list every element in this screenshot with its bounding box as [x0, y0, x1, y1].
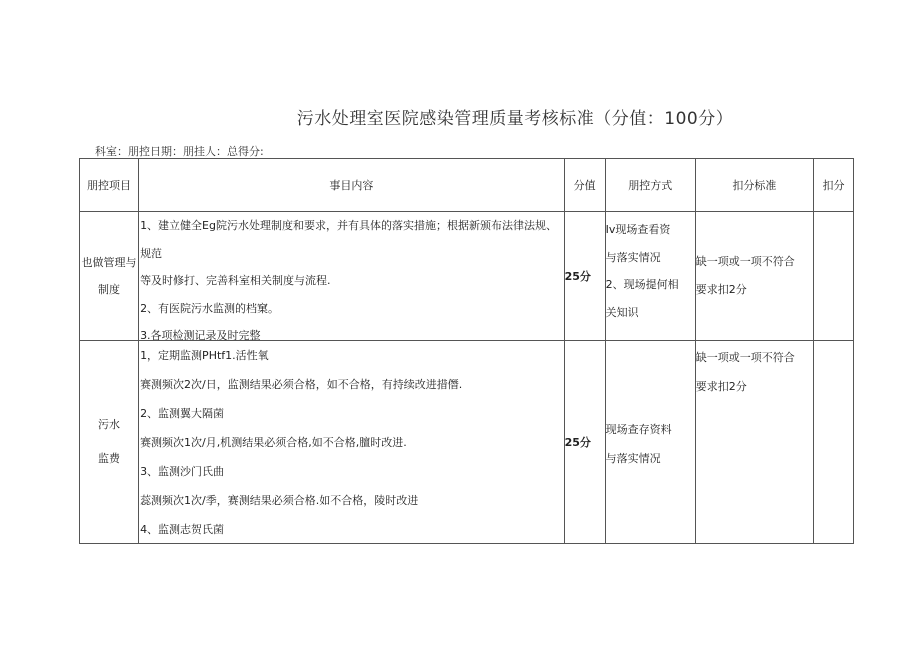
- standard-line: 要求扣2分: [695, 380, 747, 393]
- content-cell: [139, 212, 565, 341]
- header-method: 朋控方式: [605, 159, 695, 212]
- method-line: 关知识: [605, 305, 639, 319]
- standard-line: 要求扣2分: [695, 282, 747, 296]
- standard-line: 缺一项或一项不符合: [695, 255, 795, 268]
- deduct-cell[interactable]: [813, 341, 853, 544]
- header-score: 分值: [564, 159, 605, 212]
- method-line: Iv现场查看资: [605, 223, 671, 236]
- method-line: 现场查存资料: [605, 423, 672, 436]
- item-line: 监费: [98, 452, 121, 465]
- score-cell: 25分: [564, 341, 605, 544]
- content-line: 赛测频次2次/日，监测结果必须合格，如不合格，有持续改进措僭.: [140, 378, 463, 391]
- assessment-table: [79, 158, 854, 544]
- content-line: 1，定期监测PHtf1.活性氧: [140, 349, 269, 362]
- content-line: 2、有医院污水监测的档窠。: [140, 301, 280, 315]
- item-cell: [80, 341, 139, 544]
- header-standard: 扣分标准: [695, 159, 813, 212]
- inspection-meta: 科室：朋控日期：朋挂人：总得分:: [95, 145, 264, 158]
- table-row: [80, 212, 854, 341]
- content-cell: [139, 341, 565, 544]
- item-cell: [80, 212, 139, 341]
- method-cell: [605, 212, 695, 341]
- standard-cell: [695, 341, 813, 544]
- item-line: 污水: [98, 418, 121, 431]
- deduct-cell[interactable]: [813, 212, 853, 341]
- content-line: 1、建立健全Eg院污水处理制度和要求，并有具体的落实措施；根据新颁布法律法规、: [140, 219, 557, 232]
- method-line: 与落实情况: [605, 250, 661, 264]
- standard-cell: [695, 212, 813, 341]
- table-header-row: [80, 159, 854, 212]
- table-row: [80, 341, 854, 544]
- content-line: 4、监测志贺氏菌: [140, 523, 225, 536]
- header-item: 朋控项目: [80, 159, 139, 212]
- score-cell: 25分: [564, 212, 605, 341]
- content-line: 3.各项检测记录及时完整: [140, 329, 261, 340]
- content-line: 赛测频次1次/月,机测结果必须合格,如不合格,膻时改进.: [140, 436, 407, 449]
- header-deduct: 扣分: [813, 159, 853, 212]
- header-content: 事目内容: [139, 159, 565, 212]
- content-line: 规范: [140, 246, 163, 260]
- content-line: 蕊测频次1次/季，赛测结果必须合格.如不合格，陵时改进: [140, 494, 419, 507]
- item-line: 制度: [98, 283, 121, 296]
- method-line: 与落实情况: [605, 452, 661, 465]
- item-line: 也做管理与: [81, 255, 137, 269]
- page-title: 污水处理室医院感染管理质量考核标准（分值：100分）: [296, 109, 734, 129]
- method-line: 2、现场提何相: [605, 278, 679, 291]
- content-line: 2、监测翼大隔菌: [140, 407, 225, 420]
- content-line: 3、监测沙门氏曲: [140, 465, 225, 478]
- method-cell: [605, 341, 695, 544]
- content-line: 等及时修打、完善科室相关制度与流程.: [140, 274, 331, 287]
- standard-line: 缺一项或一项不符合: [695, 351, 795, 364]
